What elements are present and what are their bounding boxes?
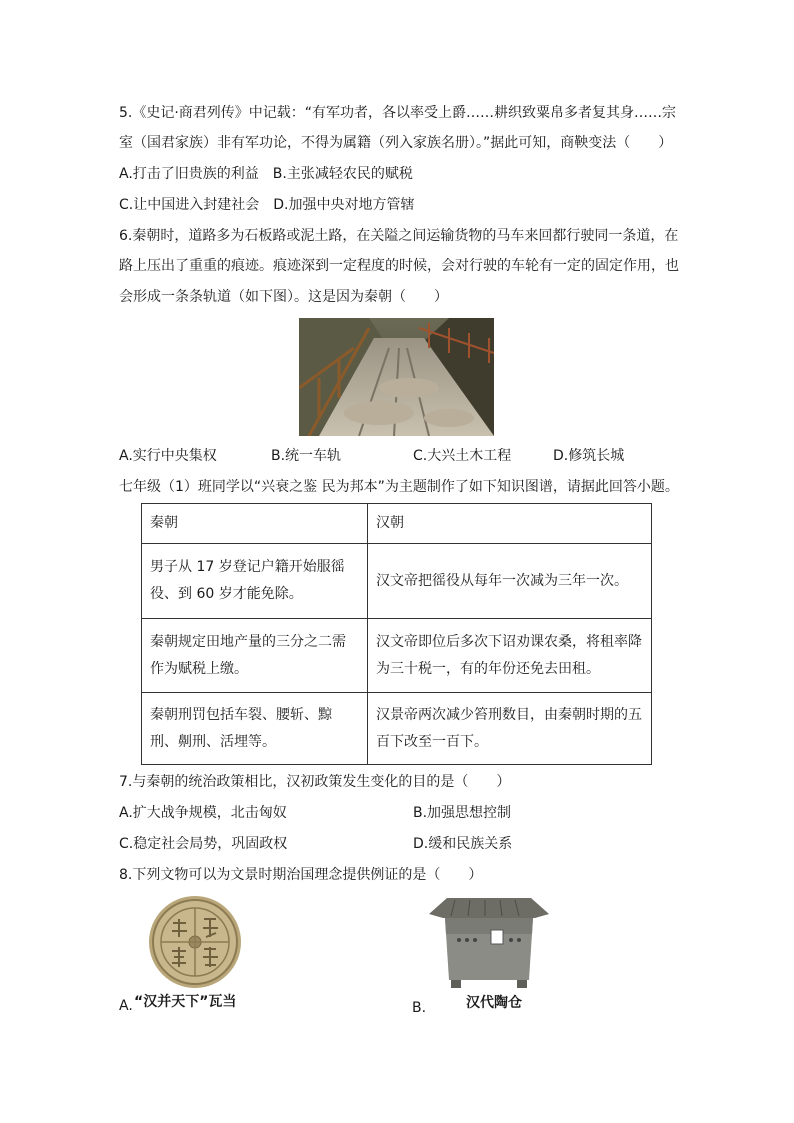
q6-option-c: C.大兴土木工程: [413, 448, 512, 464]
q6-stem-line1: 6.秦朝时，道路多为石板路或泥土路，在关隘之间运输货物的马车来回都行驶同一条道，在: [119, 228, 679, 244]
q6-option-d: D.修筑长城: [553, 448, 625, 464]
qin-road-track-photo: [299, 318, 494, 436]
q7-option-b: B.加强思想控制: [413, 805, 512, 821]
table-row: [142, 619, 652, 693]
table-row: [142, 693, 652, 765]
q6-stem-line2: 路上压出了重重的痕迹。痕迹深到一定程度的时候，会对行驶的车轮有一定的固定作用，也: [119, 258, 679, 274]
table-header-row: [142, 504, 652, 544]
q5-options-ab: A.打击了旧贵族的利益 B.主张减轻农民的赋税: [119, 166, 413, 182]
wadang-tile-end-photo: [146, 895, 244, 989]
han-pottery-granary-photo: [425, 894, 553, 988]
q8-option-a-letter: A.: [119, 998, 133, 1014]
knowledge-table: [141, 503, 652, 765]
q8-option-b-letter: B.: [412, 1000, 427, 1016]
table-row: [142, 544, 652, 619]
q8-option-a-caption: “汉并天下”瓦当: [134, 994, 237, 1010]
q5-stem-line2: 室（国君家族）非有军功论，不得为属籍（列入家族名册）。”据此可知，商鞅变法（ ）: [119, 135, 673, 151]
q6-option-a: A.实行中央集权: [119, 448, 217, 464]
q7-option-a: A.扩大战争规模，北击匈奴: [119, 805, 287, 821]
table-cell: 汉景帝两次减少笞刑数目，由秦朝时期的五百下改至一百下。: [368, 693, 652, 765]
table-cell: 男子从 17 岁登记户籍开始服徭役、到 60 岁才能免除。: [142, 544, 368, 619]
q6-stem-line3: 会形成一条条轨道（如下图）。这是因为秦朝（ ）: [119, 289, 448, 305]
table-cell: 汉文帝把徭役从每年一次减为三年一次。: [368, 544, 652, 619]
table-header-qin: 秦朝: [142, 504, 368, 544]
q7-stem: 7.与秦朝的统治政策相比，汉初政策发生变化的目的是（ ）: [119, 774, 511, 790]
q5-options-cd: C.让中国进入封建社会 D.加强中央对地方管辖: [119, 197, 415, 213]
q5-stem-line1: 5.《史记·商君列传》中记载：“有军功者，各以率受上爵……耕织致粟帛多者复其身……宗: [119, 105, 677, 121]
q8-stem: 8.下列文物可以为文景时期治国理念提供例证的是（ ）: [119, 867, 483, 883]
q7-option-c: C.稳定社会局势，巩固政权: [119, 836, 288, 852]
table-header-han: 汉朝: [368, 504, 652, 544]
q8-option-b-caption: 汉代陶仓: [466, 995, 522, 1011]
q6-option-b: B.统一车轨: [271, 448, 342, 464]
table-cell: 汉文帝即位后多次下诏劝课农桑，将租率降为三十税一，有的年份还免去田租。: [368, 619, 652, 693]
knowledge-map-intro: 七年级（1）班同学以“兴衰之鉴 民为邦本”为主题制作了如下知识图谱，请据此回答小题。: [119, 479, 679, 495]
table-cell: 秦朝规定田地产量的三分之二需作为赋税上缴。: [142, 619, 368, 693]
q7-option-d: D.缓和民族关系: [413, 836, 513, 852]
table-cell: 秦朝刑罚包括车裂、腰斩、黥刑、劓刑、活埋等。: [142, 693, 368, 765]
